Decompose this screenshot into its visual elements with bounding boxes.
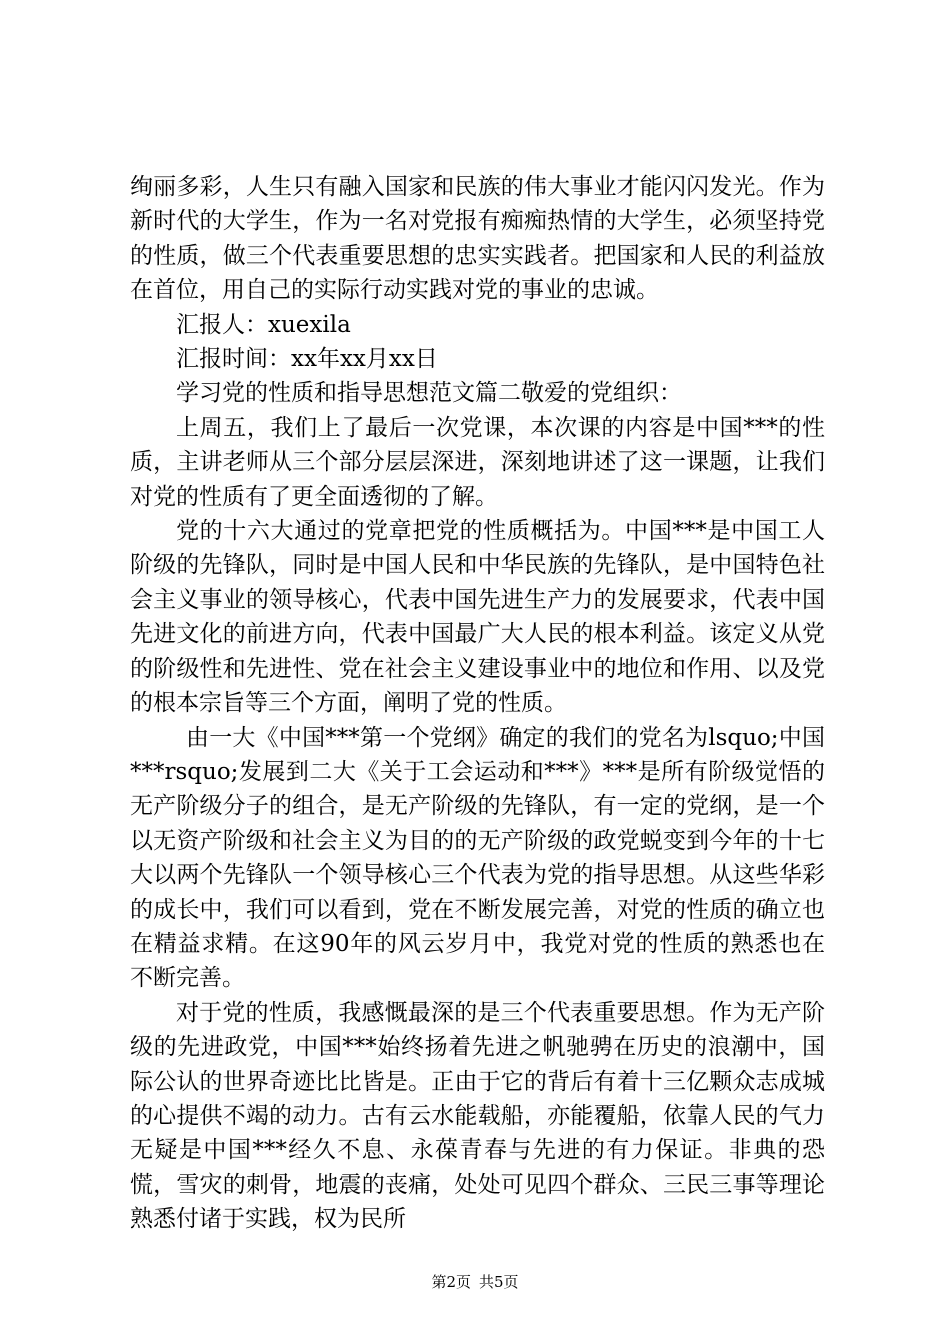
- section-heading: 学习党的性质和指导思想范文篇二敬爱的党组织：: [176, 380, 682, 407]
- paragraph-3: 党的十六大通过的党章把党的性质概括为。中国***是中国工人阶级的先锋队，同时是中国人民和中华民族的先锋队，是中国特色社会主义事业的领导核心，代表中国先进生产力的发展要求，代表中国先进文化的前进方向，代表中国最广大人民的根本利益。该定义从党的阶级性和先进性、党在社会主义建设事业中的地位和作用、以及党的根本宗旨等三个方面，阐明了党的性质。: [130, 518, 825, 717]
- page-number: 第2页: [431, 1273, 471, 1291]
- page-footer: [0, 1272, 950, 1292]
- paragraph-1: 绚丽多彩，人生只有融入国家和民族的伟大事业才能闪闪发光。作为新时代的大学生，作为一名对党报有痴痴热情的大学生，必须坚持党的性质，做三个代表重要思想的忠实实践者。把国家和人民的利益放在首位，用自己的实际行动实践对党的事业的忠诚。: [130, 174, 825, 304]
- document-body: [130, 170, 825, 1237]
- paragraph-2: 上周五，我们上了最后一次党课，本次课的内容是中国***的性质，主讲老师从三个部分层层深进，深刻地讲述了这一课题，让我们对党的性质有了更全面透彻的了解。: [130, 414, 825, 510]
- page-total: 共5页: [479, 1273, 519, 1291]
- paragraph-4: 由一大《中国***第一个党纲》确定的我们的党名为lsquo;中国***rsquo;发展到二大《关于工会运动和***》***是所有阶级觉悟的无产阶级分子的组合，是无产阶级的先锋队，有一定的党纲，是一个以无资产阶级和社会主义为目的的无产阶级的政党蜕变到今年的十七大以两个先锋队一个领导核心三个代表为党的指导思想。从这些华彩的成长中，我们可以看到，党在不断发展完善，对党的性质的确立也在精益求精。在这90年的风云岁月中，我党对党的性质的熟悉也在不断完善。: [130, 724, 825, 992]
- report-date-line: 汇报时间：xx年xx月xx日: [176, 346, 438, 373]
- reporter-line: 汇报人：xuexila: [176, 311, 351, 338]
- paragraph-5: 对于党的性质，我感慨最深的是三个代表重要思想。作为无产阶级的先进政党，中国***始终扬着先进之帆驰骋在历史的浪潮中，国际公认的世界奇迹比比皆是。正由于它的背后有着十三亿颗众志成城的心提供不竭的动力。古有云水能载船，亦能覆船，依靠人民的气力无疑是中国***经久不息、永葆青春与先进的有力保证。非典的恐慌，雪灾的刺骨，地震的丧痛，处处可见四个群众、三民三事等理论熟悉付诸于实践，权为民所: [130, 999, 825, 1233]
